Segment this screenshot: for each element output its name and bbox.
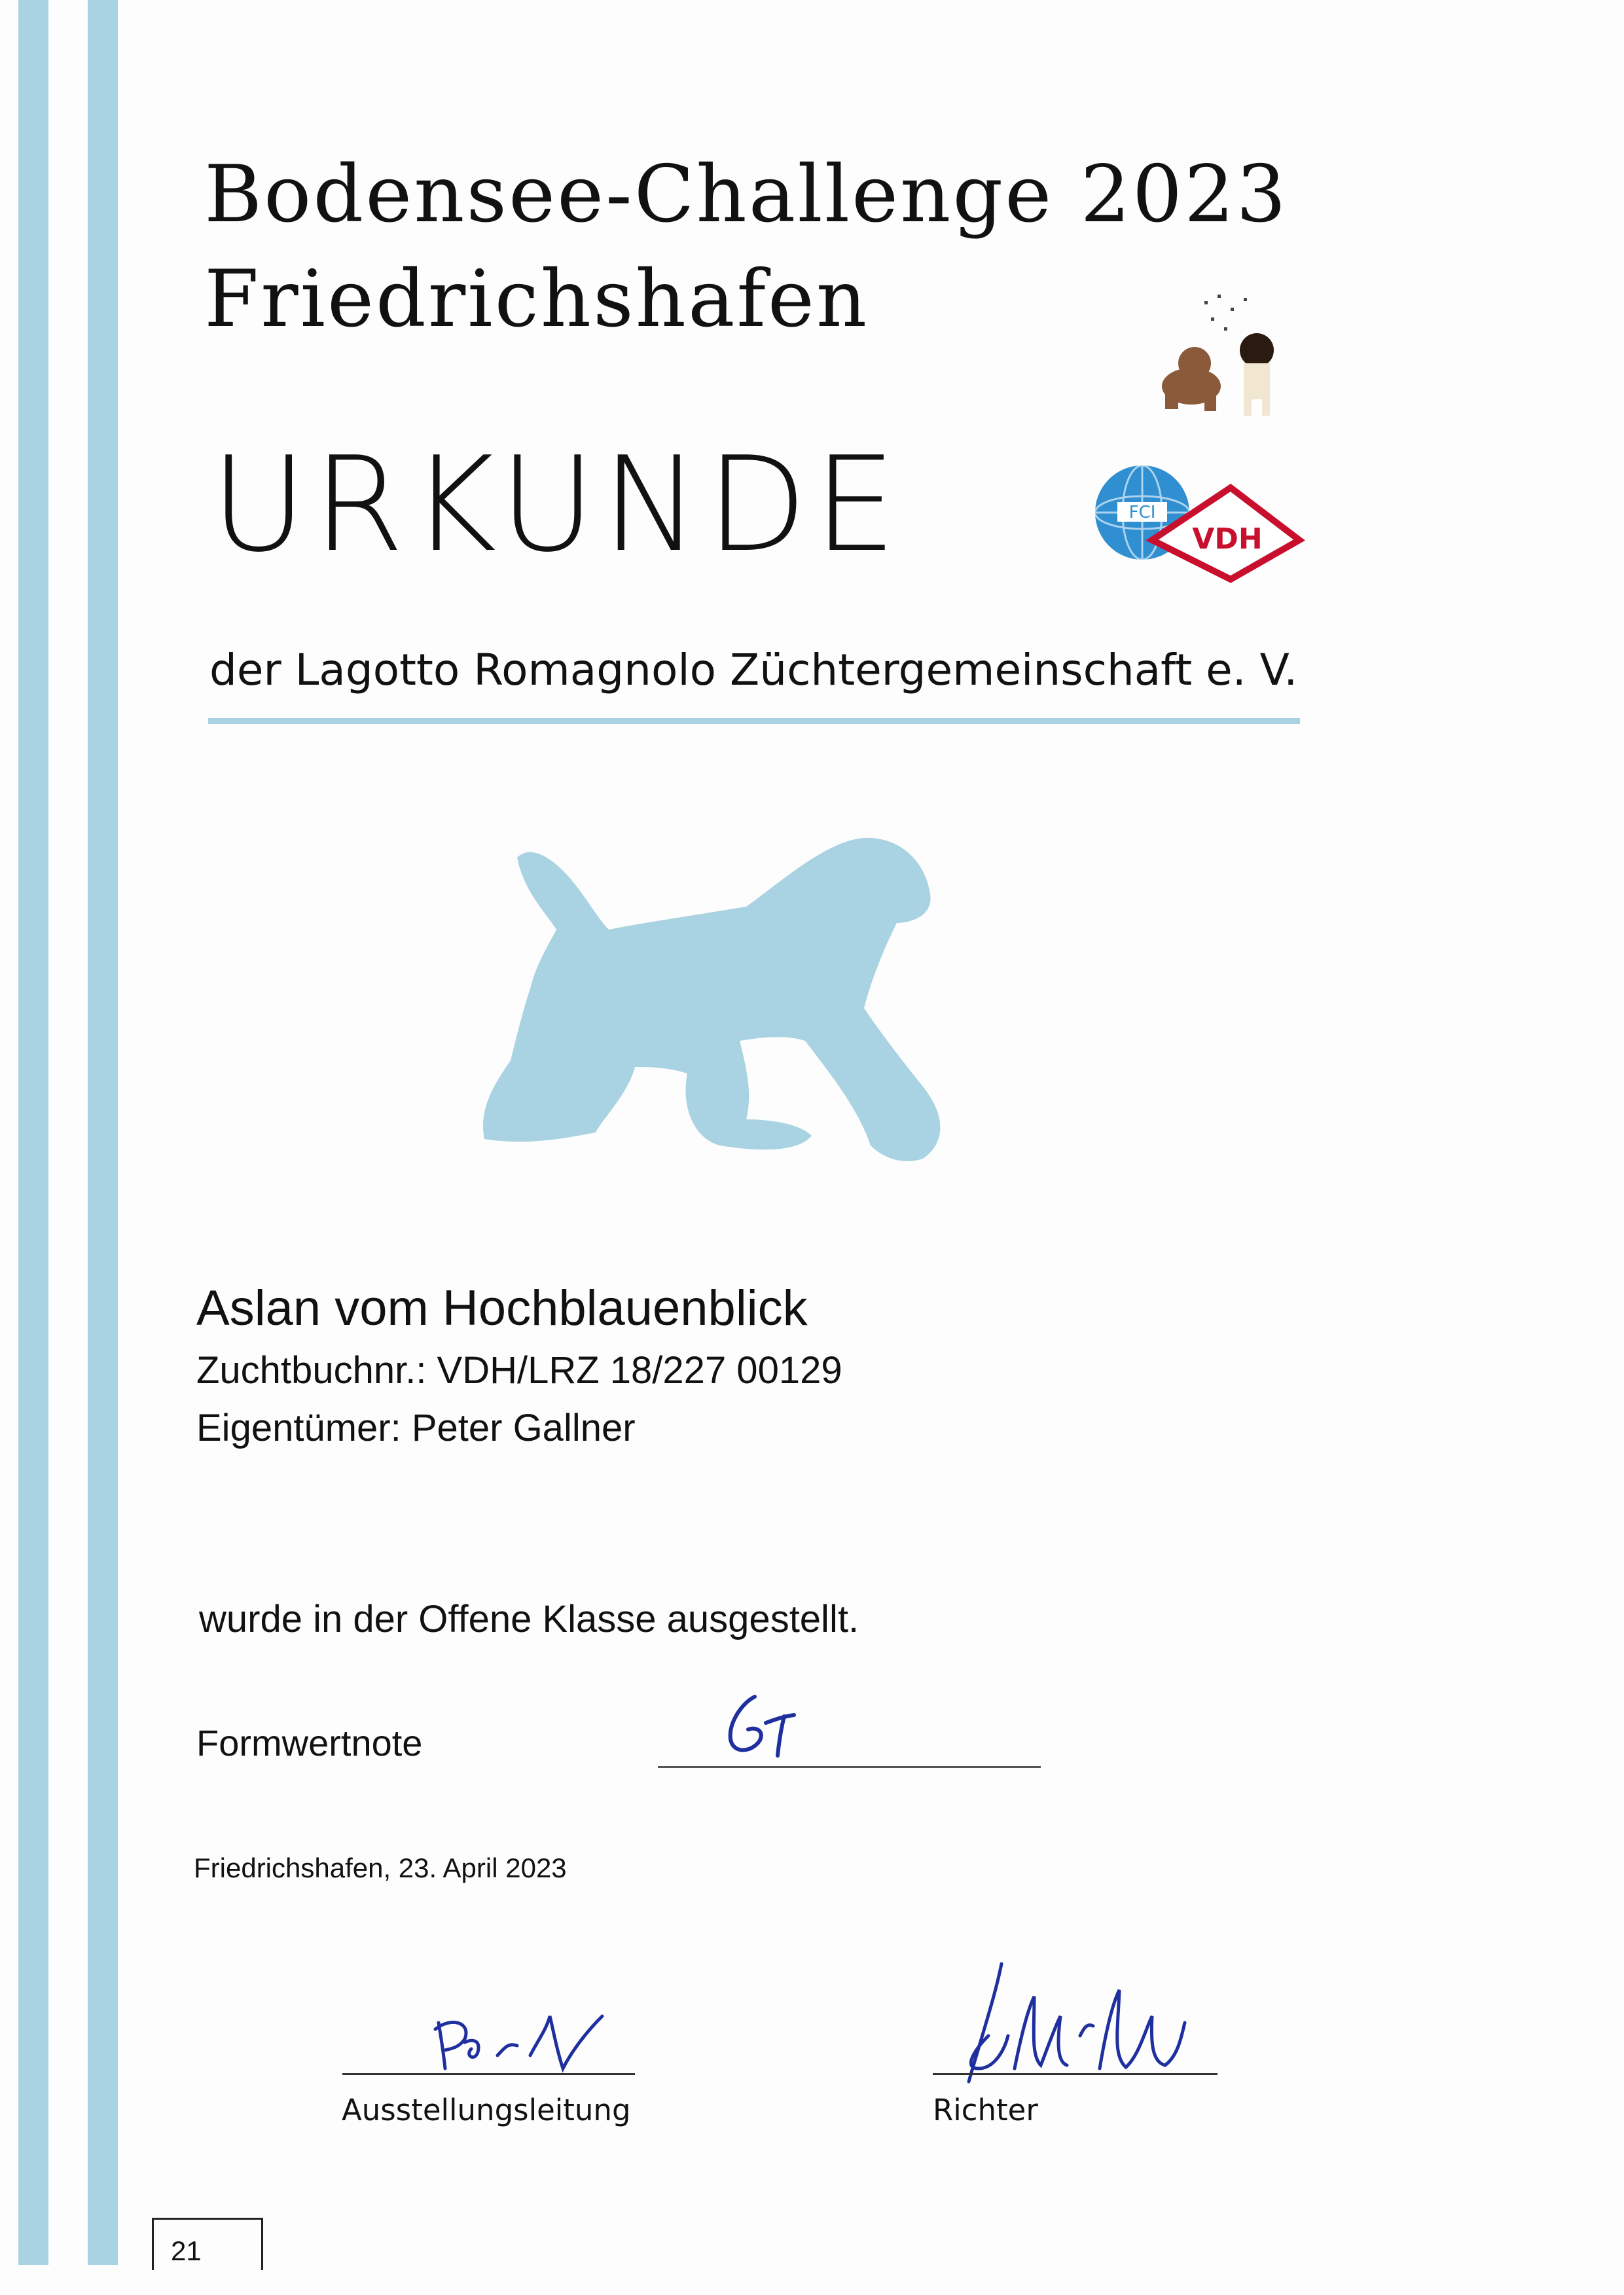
fci-text: FCI: [1128, 503, 1156, 522]
exhibition-class-statement: wurde in der Offene Klasse ausgestellt.: [199, 1598, 859, 1640]
page-number-box: [152, 2218, 263, 2270]
association-name: der Lagotto Romagnolo Züchtergemeinschaft e. V.: [209, 645, 1298, 695]
signature-label-judge: Richter: [933, 2093, 1038, 2127]
page-number: 21: [171, 2235, 202, 2266]
studbook-number: Zuchtbuchnr.: VDH/LRZ 18/227 00129: [196, 1349, 842, 1392]
dog-owner: Eigentümer: Peter Gallner: [196, 1407, 636, 1449]
vdh-text: VDH: [1192, 522, 1263, 556]
event-title: Bodensee-Challenge 2023: [204, 149, 1288, 240]
certificate-heading: URKUNDE: [211, 429, 903, 581]
dog-name: Aslan vom Hochblauenblick: [196, 1280, 808, 1336]
handwritten-signature-right: [943, 1957, 1218, 2088]
lagotto-dog-silhouette-icon: [471, 831, 1028, 1172]
handwritten-grade-value: [719, 1690, 804, 1762]
signature-line-left: [342, 2073, 635, 2075]
grade-label: Formwertnote: [196, 1722, 423, 1763]
date-and-place: Friedrichshafen, 23. April 2023: [194, 1852, 567, 1883]
header-divider: [208, 718, 1300, 724]
handwritten-signature-left: [425, 2003, 622, 2082]
left-decorative-stripe: [18, 0, 48, 2265]
dogs-logo-icon: [1146, 288, 1306, 425]
event-location: Friedrichshafen: [204, 254, 869, 345]
fci-vdh-logo-icon: [1090, 461, 1306, 586]
grade-underline: [658, 1766, 1041, 1768]
signature-label-exhibition-management: Ausstellungsleitung: [342, 2093, 631, 2127]
signature-line-right: [933, 2073, 1218, 2075]
second-decorative-stripe: [88, 0, 118, 2265]
